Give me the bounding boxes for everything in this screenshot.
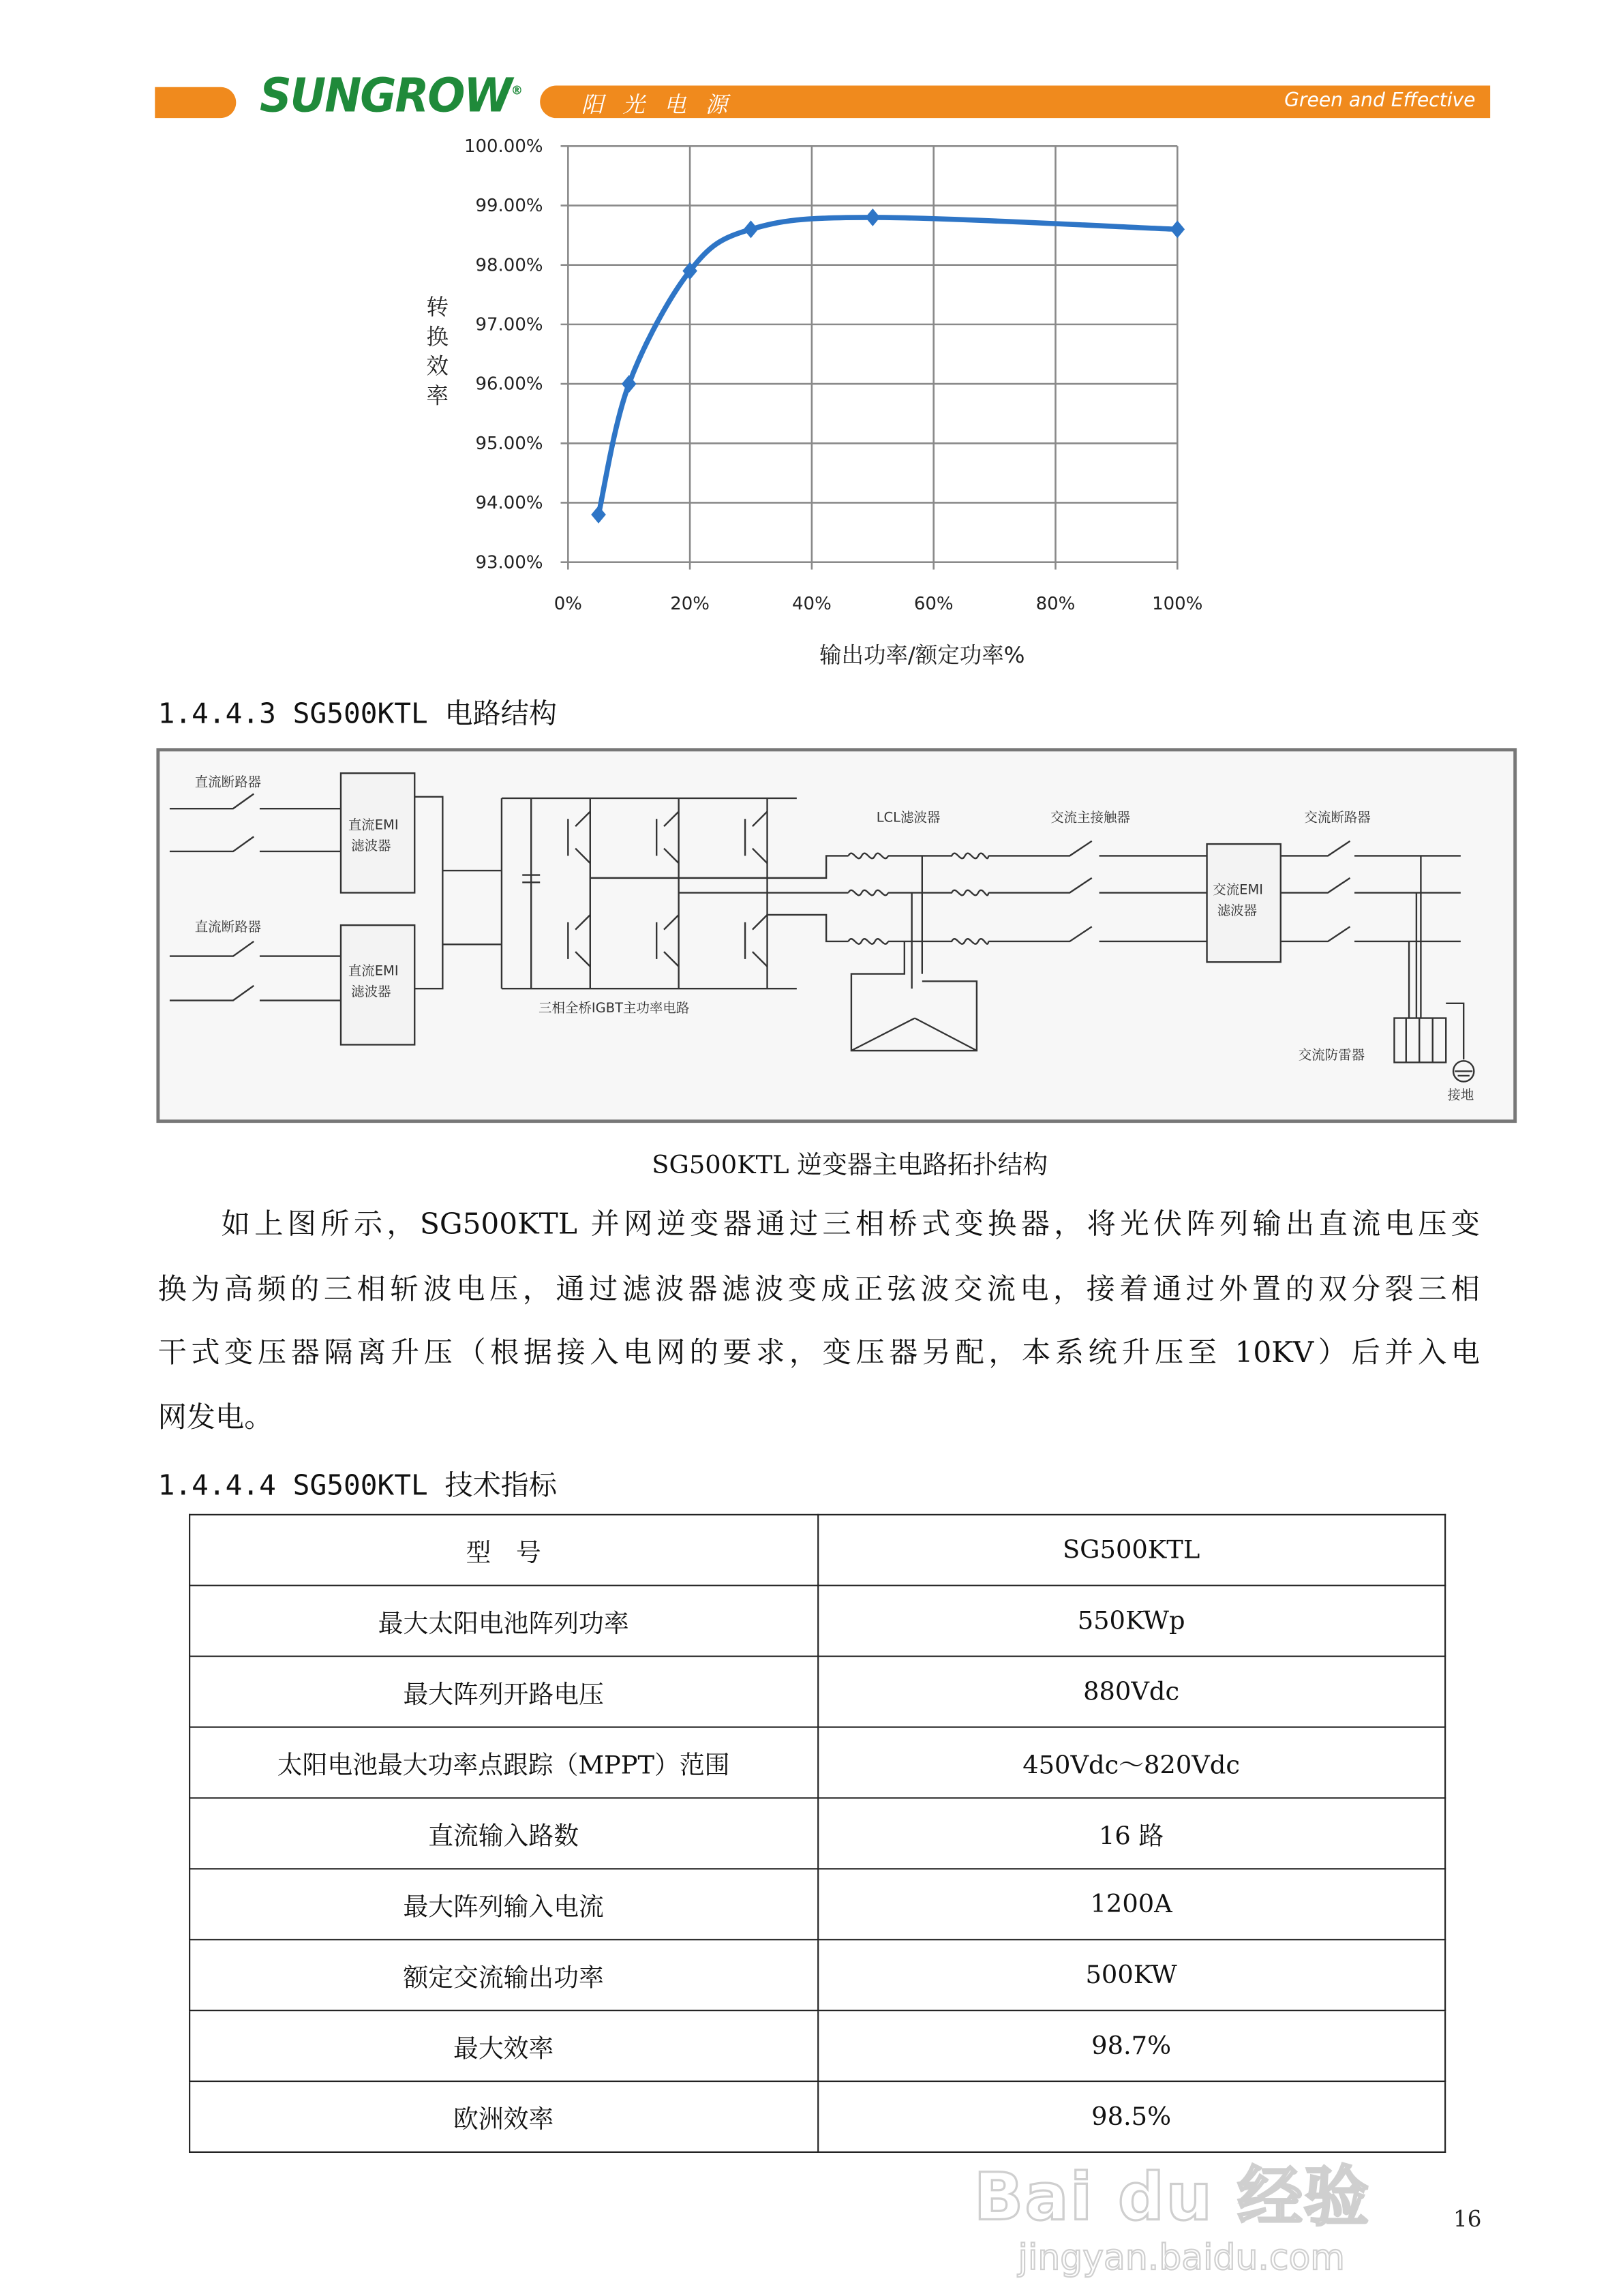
label-dc-breaker-1: 直流断路器 bbox=[194, 774, 262, 790]
paragraph-line: 如上图所示，SG500KTL 并网逆变器通过三相桥式变换器，将光伏阵列输出直流电压变 bbox=[221, 1207, 1480, 1241]
spec-value-cell: SG500KTL bbox=[817, 1515, 1445, 1586]
spec-value-cell: 1200A bbox=[817, 1869, 1445, 1939]
spec-name-cell: 直流输入路数 bbox=[189, 1798, 817, 1869]
dc-emi-filter-1 bbox=[341, 773, 414, 892]
spec-value-cell: 550KWp bbox=[817, 1586, 1445, 1657]
data-point-marker bbox=[744, 220, 759, 238]
x-tick-label: 0% bbox=[553, 593, 582, 614]
baidu-watermark: Bai du 经验 bbox=[973, 2160, 1371, 2236]
x-axis-label: 输出功率/额定功率% bbox=[819, 641, 1025, 668]
label-ground: 接地 bbox=[1447, 1087, 1474, 1103]
y-tick-labels bbox=[464, 136, 543, 573]
spec-value-cell: 98.7% bbox=[817, 2010, 1445, 2081]
spec-value-cell: 98.5% bbox=[817, 2081, 1445, 2152]
x-tick-label: 100% bbox=[1152, 593, 1203, 614]
spec-table bbox=[189, 1514, 1446, 2153]
y-tick-label: 97.00% bbox=[475, 314, 543, 335]
table-row bbox=[189, 1515, 1445, 1586]
table-row bbox=[189, 1727, 1445, 1798]
label-ac-emi-b: 滤波器 bbox=[1217, 902, 1258, 918]
paragraph-line: 干式变压器隔离升压（根据接入电网的要求，变压器另配，本系统升压至 10KV）后并入电 bbox=[157, 1335, 1480, 1370]
spec-name-cell: 最大阵列开路电压 bbox=[189, 1657, 817, 1727]
circuit-diagram bbox=[156, 748, 1517, 1123]
baidu-watermark-url: jingyan.baidu.com bbox=[1018, 2237, 1345, 2278]
logo-text: SUNGROW bbox=[259, 70, 511, 124]
x-tick-label: 80% bbox=[1035, 593, 1076, 614]
table-row bbox=[189, 1798, 1445, 1869]
table-row bbox=[189, 1939, 1445, 2010]
spec-value-cell: 880Vdc bbox=[817, 1657, 1445, 1727]
page-number: 16 bbox=[1453, 2205, 1482, 2233]
x-tick-label: 60% bbox=[913, 593, 954, 614]
table-row bbox=[189, 1586, 1445, 1657]
label-igbt-bridge: 三相全桥IGBT主功率电路 bbox=[539, 999, 690, 1016]
spec-name-cell: 太阳电池最大功率点跟踪（MPPT）范围 bbox=[189, 1727, 817, 1798]
y-tick-label: 96.00% bbox=[475, 374, 543, 395]
label-lcl-filter: LCL滤波器 bbox=[876, 809, 941, 826]
table-row bbox=[189, 2010, 1445, 2081]
figure-caption: SG500KTL 逆变器主电路拓扑结构 bbox=[652, 1151, 1048, 1181]
section-heading-specs: 1.4.4.4 SG500KTL 技术指标 bbox=[157, 1469, 558, 1502]
efficiency-series-line bbox=[598, 217, 1177, 515]
spec-name-cell: 最大效率 bbox=[189, 2010, 817, 2081]
y-tick-label: 95.00% bbox=[475, 433, 543, 454]
chart-grid bbox=[561, 146, 1178, 569]
data-point-marker bbox=[865, 209, 880, 226]
y-tick-label: 94.00% bbox=[475, 493, 543, 514]
label-ac-breaker: 交流断路器 bbox=[1304, 809, 1371, 826]
spec-name-cell: 额定交流输出功率 bbox=[189, 1939, 817, 2010]
body-paragraph bbox=[158, 1192, 1480, 1449]
data-point-marker bbox=[591, 506, 606, 524]
company-name-cn: 阳光电源 bbox=[581, 91, 747, 119]
data-point-marker bbox=[1170, 220, 1185, 238]
label-ac-contactor: 交流主接触器 bbox=[1050, 809, 1130, 826]
spec-value-cell: 450Vdc～820Vdc bbox=[817, 1727, 1445, 1798]
slogan: Green and Effective bbox=[1284, 90, 1476, 112]
table-row bbox=[189, 1657, 1445, 1727]
spec-value-cell: 500KW bbox=[817, 1939, 1445, 2010]
table-row bbox=[189, 1869, 1445, 1939]
paragraph-line: 换为高频的三相斩波电压，通过滤波器滤波变成正弦波交流电，接着通过外置的双分裂三相 bbox=[157, 1271, 1480, 1305]
y-tick-label: 98.00% bbox=[475, 255, 543, 276]
label-dc-emi-2b: 滤波器 bbox=[351, 984, 391, 1000]
table-row bbox=[189, 2081, 1445, 2152]
spec-name-cell: 最大太阳电池阵列功率 bbox=[189, 1586, 817, 1657]
label-dc-breaker-2: 直流断路器 bbox=[194, 918, 262, 935]
y-tick-label: 93.00% bbox=[475, 552, 543, 573]
y-axis-label: 转换效率 bbox=[423, 294, 451, 414]
paragraph-line: 网发电。 bbox=[157, 1400, 273, 1434]
spec-name-cell: 最大阵列输入电流 bbox=[189, 1869, 817, 1939]
label-dc-emi-2a: 直流EMI bbox=[348, 963, 399, 979]
spec-value-cell: 16 路 bbox=[817, 1798, 1445, 1869]
label-ac-arrester: 交流防雷器 bbox=[1298, 1047, 1365, 1063]
label-dc-emi-1a: 直流EMI bbox=[348, 817, 399, 833]
series-markers bbox=[591, 209, 1185, 524]
spec-name-cell: 型 号 bbox=[189, 1515, 817, 1586]
label-dc-emi-1b: 滤波器 bbox=[351, 837, 391, 854]
y-tick-label: 100.00% bbox=[464, 136, 543, 157]
section-heading-circuit: 1.4.4.3 SG500KTL 电路结构 bbox=[157, 697, 558, 731]
label-ac-emi-a: 交流EMI bbox=[1213, 881, 1264, 898]
x-tick-label: 40% bbox=[792, 593, 832, 614]
x-tick-label: 20% bbox=[670, 593, 710, 614]
registered-mark: ® bbox=[511, 83, 521, 97]
y-tick-label: 99.00% bbox=[475, 196, 543, 217]
data-point-marker bbox=[622, 375, 637, 393]
efficiency-chart bbox=[0, 0, 1623, 693]
spec-name-cell: 欧洲效率 bbox=[189, 2081, 817, 2152]
x-tick-labels bbox=[554, 594, 1203, 614]
